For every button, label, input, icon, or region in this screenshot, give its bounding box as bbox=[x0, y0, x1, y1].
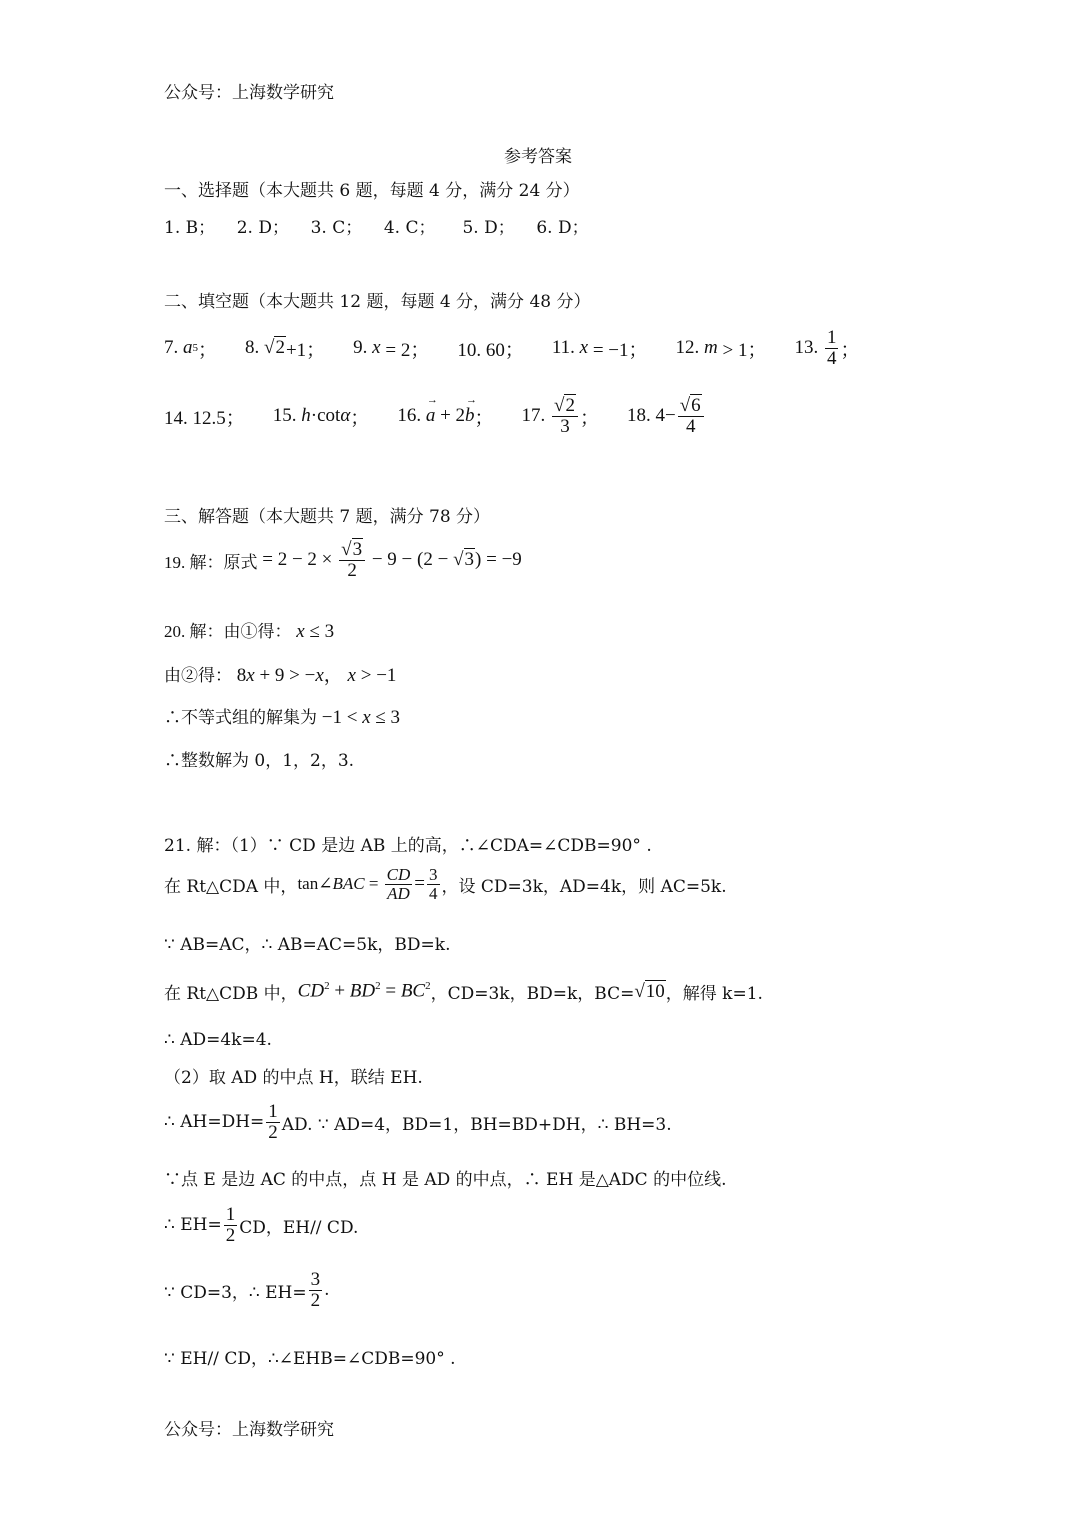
q21-l2a: 在 Rt△CDA 中， bbox=[164, 876, 298, 897]
q14-label: 14. 12.5； bbox=[164, 407, 245, 429]
q20-l1: 20. 解：由①得： bbox=[164, 622, 292, 641]
page-title: 参考答案 bbox=[504, 147, 572, 167]
q21-l7a: ∴ AH=DH= bbox=[164, 1112, 265, 1133]
q21-l4a: 在 Rt△CDB 中， bbox=[164, 984, 298, 1004]
fill-row-2: 14. 12.5； 15. h ·cot α ； 16. a → + 2 b → ； 17. $\frac{√2}{3}$ ； 18. 4 − $\frac{√6}{4}$ bbox=[164, 396, 706, 437]
choice-answers: 1. B； 2. D； 3. C； 4. C； 5. D； 6. D； bbox=[164, 218, 589, 238]
q21-line-10: ∵ CD=3，∴ EH= $\frac{3}{2}$ . bbox=[164, 1269, 330, 1311]
q19-solution: 19. 解：原式 = 2 − 2 × $\frac{√3}{2}$ − 9 − (2 − √3 ) = −9 bbox=[164, 539, 522, 581]
q20-line-3: ∴不等式组的解集为 −1 < x ≤ 3 bbox=[164, 707, 401, 728]
q21-line-9: ∴ EH= $\frac{1}{2}$ CD，EH// CD. bbox=[164, 1204, 359, 1246]
fill-row-1: 7. a 5 ； 8. √2 +1； 9. x = 2； 10. 60； 11. x = −1； 12. m > 1； 13. $\frac{1}{4}$ ； bbox=[164, 327, 860, 369]
q21-l10a: ∵ CD=3，∴ EH= bbox=[164, 1282, 307, 1303]
q20-line-1: 20. 解：由①得： x ≤ 3 bbox=[164, 621, 335, 642]
q21-l9b: CD，EH// CD. bbox=[239, 1217, 359, 1238]
q21-line-3: ∵ AB=AC，∴ AB=AC=5k，BD=k. bbox=[164, 935, 451, 955]
solve-heading: 三、解答题（本大题共 7 题，满分 78 分） bbox=[164, 507, 491, 527]
q18-label: 18. 4 bbox=[627, 405, 665, 427]
q21-line-8: ∵点 E 是边 AC 的中点，点 H 是 AD 的中点，∴ EH 是△ADC 的中位线. bbox=[164, 1170, 727, 1190]
q13-label: 13. bbox=[794, 337, 819, 359]
q21-line-7: ∴ AH=DH= $\frac{1}{2}$ AD. ∵ AD=4，BD=1，BH=BD+DH，∴ BH=3. bbox=[164, 1101, 672, 1143]
q21-line-1: 21. 解：（1）∵ CD 是边 AB 上的高，∴∠CDA=∠CDB=90° . bbox=[164, 836, 652, 856]
q20-line-4: ∴整数解为 0，1，2，3. bbox=[164, 751, 355, 771]
q9-label: 9. bbox=[353, 337, 368, 359]
q20-line-2: 由②得： 8x + 9 > −x， x > −1 bbox=[164, 665, 397, 686]
q21-line-6: （2）取 AD 的中点 H，联结 EH. bbox=[164, 1068, 423, 1088]
q21-line-4: 在 Rt△CDB 中， $CD^2 + BD^2 = BC^2$ ，CD=3k，BD=k，BC= √10 ，解得 k=1. bbox=[164, 980, 763, 1004]
q21-l7b: AD. ∵ AD=4，BD=1，BH=BD+DH，∴ BH=3. bbox=[281, 1114, 672, 1135]
q11-label: 11. bbox=[551, 337, 575, 359]
q21-line-2: 在 Rt△CDA 中， tan∠BAC = $\frac{CD}{AD}$ = $\frac{3}{4}$ ，设 CD=3k，AD=4k，则 AC=5k. bbox=[164, 865, 727, 903]
page-header: 公众号：上海数学研究 bbox=[164, 83, 334, 103]
q19-result: −9 bbox=[501, 549, 522, 571]
q20-l3: ∴不等式组的解集为 bbox=[164, 708, 317, 727]
page-footer: 公众号：上海数学研究 bbox=[164, 1420, 334, 1440]
q10-label: 10. 60； bbox=[457, 339, 524, 361]
q21-l4b: ，CD=3k，BD=k，BC= bbox=[430, 984, 635, 1004]
q19-label: 19. 解：原式 bbox=[164, 552, 258, 572]
q21-line-11: ∵ EH// CD，∴∠EHB=∠CDB=90° . bbox=[164, 1349, 456, 1369]
q21-line-5: ∴ AD=4k=4. bbox=[164, 1030, 272, 1050]
q20-l2: 由②得： bbox=[164, 666, 232, 685]
q21-l4c: ，解得 k=1. bbox=[665, 984, 763, 1004]
q12-label: 12. bbox=[675, 337, 700, 359]
q15-label: 15. bbox=[272, 405, 297, 427]
q7-label: 7. bbox=[164, 337, 179, 359]
fill-heading: 二、填空题（本大题共 12 题，每题 4 分，满分 48 分） bbox=[164, 292, 591, 312]
q16-label: 16. bbox=[397, 405, 422, 427]
q21-l2b: ，设 CD=3k，AD=4k，则 AC=5k. bbox=[441, 876, 727, 897]
choice-heading: 一、选择题（本大题共 6 题，每题 4 分，满分 24 分） bbox=[164, 181, 580, 201]
q8-label: 8. bbox=[245, 337, 260, 359]
q17-label: 17. bbox=[521, 405, 546, 427]
q21-l9a: ∴ EH= bbox=[164, 1215, 222, 1236]
